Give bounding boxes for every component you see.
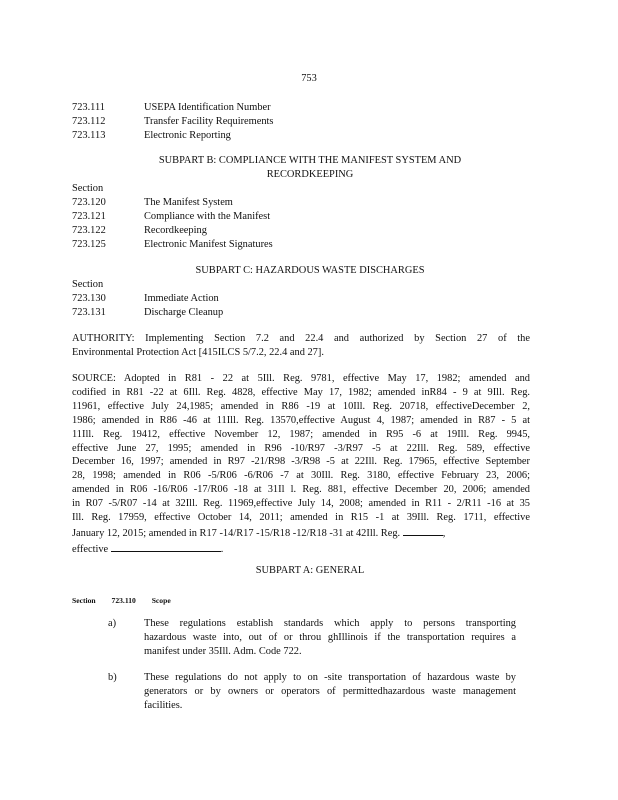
authority-line: Environmental Protection Act [415ILCS 5/7.2, 22.4 and 27]. [72, 346, 324, 358]
toc-entry [72, 238, 273, 252]
source-line: 1986; amended in R86 -46 at 11Ill. Reg. 13570,effective August 4, 1987; amended in R87 - 5 at [72, 414, 530, 426]
toc-number: 723.120 [72, 197, 106, 208]
subpart-c-heading: SUBPART C: HAZARDOUS WASTE DISCHARGES [195, 265, 425, 276]
source-line: 11961, effective July 24,1985; amended in R86 -19 at 10Ill. Reg. 20718, effectiveDecember 2, [72, 400, 530, 412]
source-note [72, 372, 530, 557]
source-line: 28, 1998; amended in R06 -5/R06 -6/R06 -7 at 30Ill. Reg. 3180, effective February 23, 2006; [72, 470, 530, 482]
toc-title: Electronic Reporting [144, 130, 231, 141]
source-line-text: effective [72, 543, 109, 555]
subpart-b-heading-line1: SUBPART B: COMPLIANCE WITH THE MANIFEST SYSTEM AND [158, 155, 462, 166]
item-body-a [144, 617, 516, 659]
source-line: amended in R06 -16/R06 -17/R06 -18 at 31Il l. Reg. 881, effective December 20, 2006; amended [72, 484, 530, 496]
item-body-b [144, 671, 516, 713]
section-word: Section [72, 596, 96, 605]
toc-title: USEPA Identification Number [144, 102, 271, 113]
source-line [72, 525, 530, 541]
source-comma: , [442, 527, 446, 539]
toc-entry [72, 196, 233, 210]
toc-title: Transfer Facility Requirements [144, 116, 274, 127]
source-line-text: January 12, 2015; amended in R17 -14/R17 -15/R18 -12/R18 -31 at 42Ill. Reg. [72, 527, 401, 539]
item-line: hazardous waste into, out of or throu ghIllinois if the transportation requires a [144, 631, 516, 643]
page-number: 753 [301, 73, 317, 84]
authority-line: AUTHORITY: Implementing Section 7.2 and 22.4 and authorized by Section 27 of the [72, 333, 530, 344]
source-line: December 16, 1997; amended in R97 -21/R98 -3/R98 -5 at 22Ill. Reg. 17965, effective September [72, 456, 530, 468]
item-line: generators or by owners or operators of permittedhazardous waste management [144, 685, 516, 697]
subpart-a-heading: SUBPART A: GENERAL [255, 565, 365, 576]
toc-title: Immediate Action [144, 293, 219, 304]
source-period: . [220, 543, 224, 555]
toc-number: 723.125 [72, 239, 106, 250]
source-line: effective June 27, 1995; amended in R96 -10/R97 -3/R97 -5 at 22Ill. Reg. 589, effective [72, 442, 530, 454]
item-line: These regulations do not apply to on -site transportation of hazardous waste by [144, 672, 516, 683]
toc-entry [72, 292, 219, 306]
toc-entry [72, 115, 273, 129]
authority-note [72, 332, 530, 360]
toc-entry [72, 101, 271, 115]
source-line: 11Ill. Reg. 19412, effective November 12, 1987; amended in R95 -6 at 19Ill. Reg. 9945, [72, 428, 530, 440]
item-line: These regulations establish standards which apply to persons transporting [144, 618, 516, 629]
toc-title: Recordkeeping [144, 225, 207, 236]
source-line [72, 541, 530, 557]
toc-number: 723.131 [72, 307, 106, 318]
section-label: Section [72, 183, 104, 194]
subpart-b-heading [110, 154, 510, 182]
source-line: in R07 -5/R07 -14 at 32Ill. Reg. 11969,effective July 14, 2008; amended in R11 - 2/R11 -16 at 35 [72, 498, 530, 510]
toc-number: 723.121 [72, 211, 106, 222]
toc-title: Electronic Manifest Signatures [144, 239, 273, 250]
item-marker-b: b) [108, 672, 117, 683]
source-line: Ill. Reg. 17959, effective October 14, 2011; amended in R15 -1 at 39Ill. Reg. 1711, effective [72, 512, 530, 524]
item-marker-a: a) [108, 618, 117, 629]
toc-entry [72, 210, 270, 224]
toc-title: Compliance with the Manifest [144, 211, 271, 222]
source-line: codified in R81 -22 at 6Ill. Reg. 4828, effective May 17, 1982; amended inR84 - 9 at 9Ill. Reg. [72, 386, 530, 398]
toc-entry [72, 129, 231, 143]
item-line: facilities. [144, 699, 183, 711]
toc-entry [72, 224, 207, 238]
blank-effective-date [111, 541, 221, 552]
toc-entry [72, 306, 223, 320]
toc-title: Discharge Cleanup [144, 307, 224, 318]
section-label: Section [72, 279, 104, 290]
toc-number: 723.111 [72, 102, 105, 113]
section-heading [72, 594, 185, 608]
section-title: Scope [151, 596, 171, 605]
toc-number: 723.122 [72, 225, 106, 236]
toc-number: 723.112 [72, 116, 106, 127]
toc-number: 723.130 [72, 293, 106, 304]
toc-title: The Manifest System [144, 197, 233, 208]
toc-number: 723.113 [72, 130, 106, 141]
source-line: SOURCE: Adopted in R81 - 22 at 5Ill. Reg. 9781, effective May 17, 1982; amended and [72, 373, 530, 384]
blank-register-page [403, 525, 443, 536]
subpart-b-heading-line2: RECORDKEEPING [266, 168, 354, 180]
item-line: manifest under 35Ill. Adm. Code 722. [144, 645, 302, 657]
section-number: 723.110 [111, 596, 136, 605]
